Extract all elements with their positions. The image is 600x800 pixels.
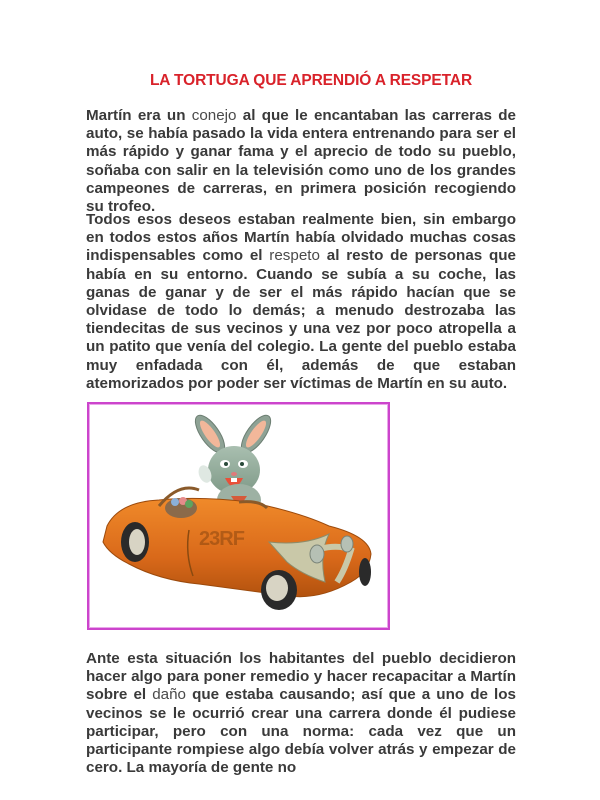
paragraph-1-text-after: al que le encantaban las carreras de auto, se había pasado la vida entera entrenando para ser el más rápido y ganar fama y el aprecio de todo su pueblo, soñaba con salir en la televisión como uno de los grandes campeones de carreras, en primera posición recogiendo su trofeo. xyxy=(86,107,516,216)
paragraph-3 xyxy=(86,650,516,777)
rabbit-in-car-image xyxy=(89,404,388,628)
keyword-link-dano: daño xyxy=(152,686,187,704)
image-watermark: 23RF xyxy=(199,528,244,550)
paragraph-2 xyxy=(86,211,516,393)
paragraph-3-text-after: que estaba causando; así que a uno de los vecinos se le ocurrió crear una carrera donde él pudiese participar, pero con una norma: cada vez que un participante rompiese algo debía volver atrás y empezar de cero. La mayoría de gente no xyxy=(86,686,516,777)
rabbit-car-illustration xyxy=(87,402,390,630)
story-title: LA TORTUGA QUE APRENDIÓ A RESPETAR xyxy=(149,72,473,89)
keyword-link-conejo: conejo xyxy=(191,107,237,124)
keyword-link-respeto: respeto xyxy=(269,247,320,265)
paragraph-1-text-before: Martín era un xyxy=(86,107,192,124)
paragraph-1 xyxy=(86,107,516,216)
paragraph-3-text-before: Ante esta situación los habitantes del pueblo decidieron hacer algo para poner remedio y hacer recapacitar a Martín sobre el xyxy=(86,650,516,704)
paragraph-2-text-before: Todos esos deseos estaban realmente bien, sin embargo en todos estos años Martín había olvidado muchas cosas indispensables como el xyxy=(86,211,516,265)
paragraph-2-text-after: al resto de personas que había en su entorno. Cuando se subía a su coche, las ganas de ganar y de ser el más rápido hacían que se olvidase de todo lo demás; a menudo destrozaba las tiendecitas de sus vecinos y una vez por poco atropella a un patito que venía del colegio. La gente del pueblo estaba muy enfadada con él, además de que estaban atemorizados por poder ser víctimas de Martín en su auto. xyxy=(86,247,517,392)
